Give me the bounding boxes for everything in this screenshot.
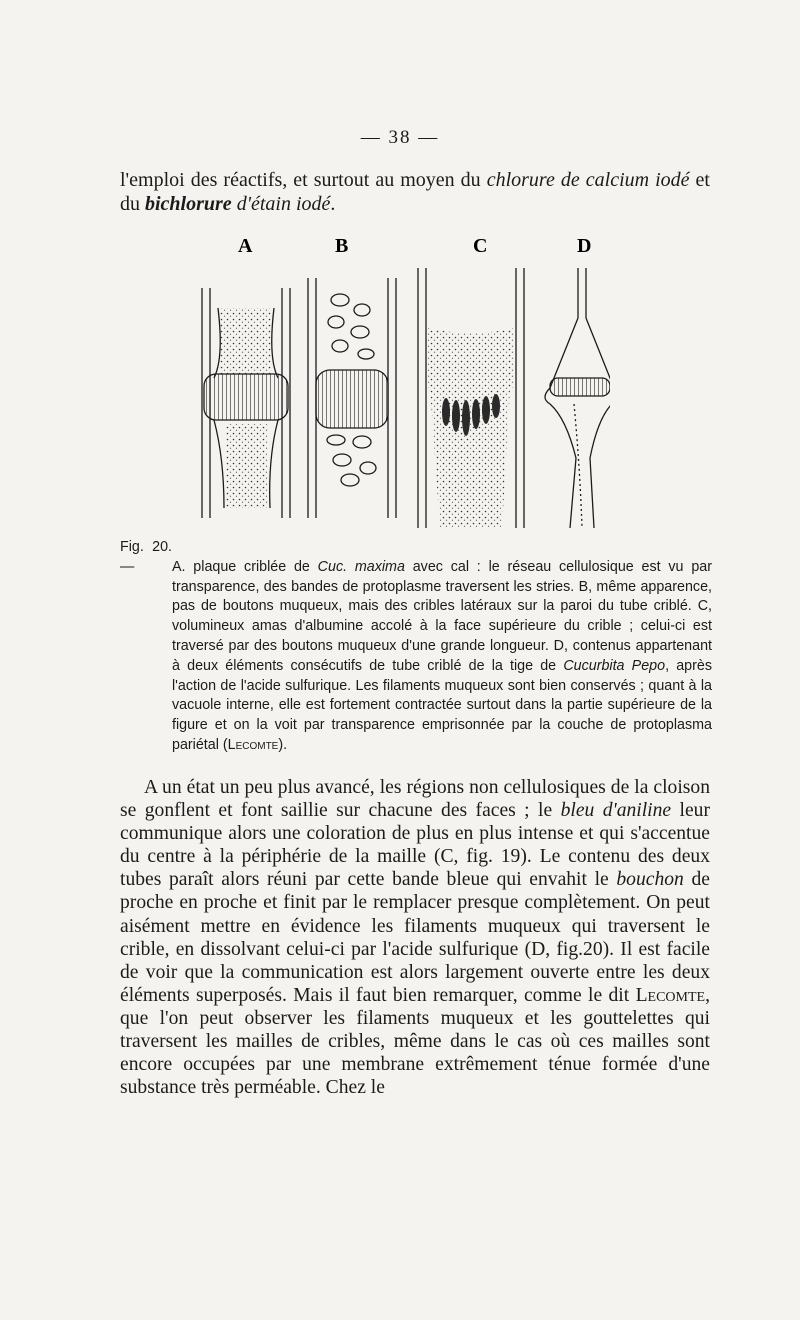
caption-author: Lecomte [227, 736, 279, 753]
figure-label-d: D [577, 235, 592, 257]
body-text-3: de proche en proche et finit par le remplacer presque complètement. On peut aisément mettre en évidence les filaments muqueux qui traversent le crible, en dissolvant celui-ci par l'acide sulfurique (D, fig.20). Il est facile de voir que la communication est alors largement ouverte entre les deux éléments superposés. Mais il faut bien remarquer, comme le dit [120, 869, 710, 1006]
caption-text-3: , après l'action de l'acide sulfurique. Les filaments muqueux sont bien conservés ; quant à la vacuole interne, elle est fortement contractée surtout dans la partie supérieure de la figure et on la voit par transparence emprisonnée par la couche de protoplasma pariétal ( [172, 657, 712, 753]
body-author: Lecomte [635, 984, 706, 1006]
figure-label-a: A [238, 235, 253, 257]
figure-20-illustration [190, 228, 610, 536]
panel-a [202, 288, 290, 518]
body-text-1: A un état un peu plus avancé, les régions non cellulosiques de la cloison se gonflent et font saillie sur chacune des faces ; le [120, 777, 710, 822]
body-text-4: , que l'on peut observer les filaments muqueux et les gouttelettes qui traversent les mailles de cribles, même dans le cas où ces mailles sont encore occupées par une membrane extrêmement ténue formée d'une substance très perméable. Chez le [120, 984, 710, 1099]
intro-text-1: l'emploi des réactifs, et surtout au moyen du [120, 169, 487, 191]
caption-italic-2: Cucurbita Pepo [563, 657, 666, 674]
figure-20 [190, 228, 610, 536]
page-number: — 38 — [360, 127, 440, 148]
panel-c [418, 268, 524, 528]
body-italic-2: bouchon [616, 869, 684, 891]
caption-text-4: ). [278, 736, 288, 753]
figure-label-c: C [473, 235, 488, 257]
caption-text-1: A. plaque criblée de [172, 558, 318, 575]
intro-italic-1: chlorure de calcium iodé [486, 169, 690, 191]
intro-text-2: et du [120, 169, 710, 215]
body-paragraph [120, 776, 710, 1099]
intro-paragraph [120, 168, 710, 216]
intro-text-3: . [330, 193, 336, 215]
panel-b [308, 278, 396, 518]
figure-caption [120, 538, 712, 756]
figure-caption-lead: Fig. 20. — [120, 539, 172, 575]
panel-d [545, 268, 610, 528]
caption-text-2: avec cal : le réseau cellulosique est vu par transparence, des bandes de protoplasme traversent les stries. B, même apparence, pas de boutons muqueux, mais des cribles latéraux sur la paroi du tube criblé. C, volumineux amas d'albumine accolé à la face supérieure du crible ; celui-ci est traversé par des boutons muqueux d'une grande longueur. D, contenus appartenant à deux éléments consécutifs de tube criblé de la tige de [172, 558, 712, 674]
body-text-2: leur communique alors une coloration de plus en plus intense et qui s'accentue du centre à la périphérie de la maille (C, fig. 19). Le contenu des deux tubes paraît alors réuni par cette bande bleue qui envahit le [120, 800, 710, 891]
body-italic-1: bleu d'aniline [560, 800, 672, 822]
figure-label-b: B [335, 235, 349, 257]
caption-italic-1: Cuc. maxima [317, 558, 405, 575]
intro-bold-italic: bichlorure [145, 193, 232, 215]
intro-italic-2: d'étain iodé [236, 193, 331, 215]
